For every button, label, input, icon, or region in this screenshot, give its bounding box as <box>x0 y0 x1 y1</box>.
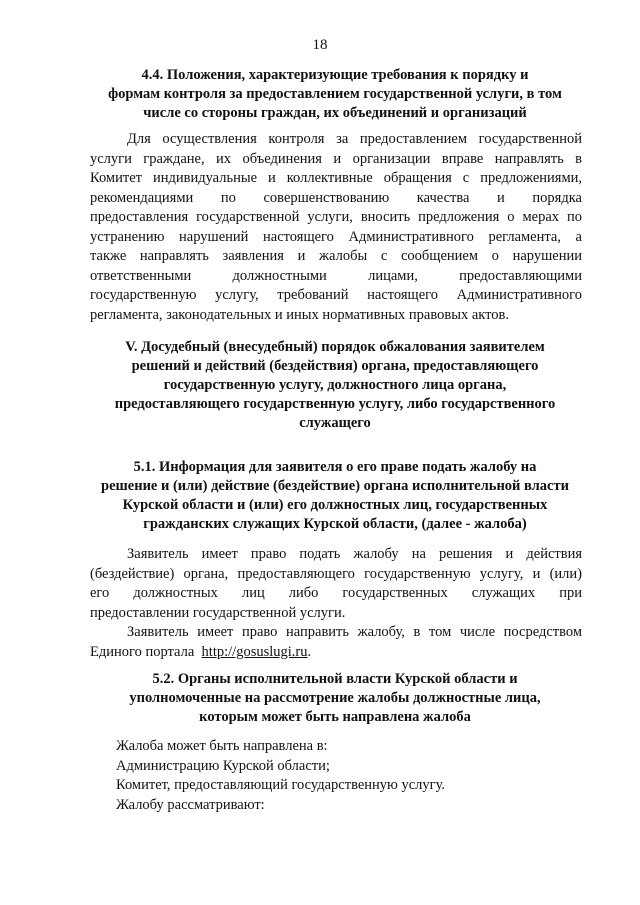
paragraph-line: регламента, законодательных и иных нормативных правовых актов. <box>90 306 509 323</box>
section-4-4-heading <box>90 66 580 123</box>
heading-line: Курской области и (или) его должностных лиц, государственных <box>122 497 548 513</box>
heading-line: предоставляющего государственную услугу, либо государственного <box>114 396 556 412</box>
heading-line: формам контроля за предоставлением государственной услуги, в том <box>108 86 562 102</box>
paragraph-line: Заявитель имеет право направить жалобу, в том числе посредством <box>127 624 582 640</box>
heading-line: которым может быть направлена жалоба <box>199 709 471 725</box>
list-line: Жалоба может быть направлена в: <box>116 738 328 754</box>
heading-line: служащего <box>299 415 371 431</box>
page-number: 18 <box>312 37 328 53</box>
heading-line: решение и (или) действие (бездействие) органа исполнительной власти <box>101 478 569 494</box>
paragraph-line: Заявитель имеет право подать жалобу на решения и действия <box>127 546 582 562</box>
paragraph-line: устранению нарушений настоящего Административного регламента, а <box>90 228 582 245</box>
paragraph-line: также направлять заявления и жалобы с сообщением о нарушении <box>90 248 582 264</box>
paragraph-line: предоставления государственной услуги, вносить предложения о мерах по <box>90 209 582 225</box>
paragraph-line: Комитет индивидуальные и коллективные обращения с предложениями, <box>90 170 582 186</box>
section-4-4-paragraph <box>90 130 582 325</box>
heading-line: гражданских служащих Курской области, (далее - жалоба) <box>143 516 527 532</box>
paragraph-line: (бездействие) органа, предоставляющего государственную услугу, и (или) <box>90 565 582 582</box>
paragraph-text: Единого портала <box>90 643 195 660</box>
paragraph-line: услуги граждане, их объединения и организации вправе направлять в <box>90 150 582 167</box>
heading-line: 5.2. Органы исполнительной власти Курской области и <box>152 671 518 687</box>
paragraph-line: предоставлении государственной услуги. <box>90 604 346 621</box>
paragraph-line: Для осуществления контроля за предоставлением государственной <box>127 131 582 147</box>
section-5-1-heading <box>90 458 580 534</box>
paragraph-line: рекомендациями по совершенствованию качества и порядка <box>90 189 582 206</box>
heading-line: 4.4. Положения, характеризующие требования к порядку и <box>141 67 529 83</box>
list-line: Администрацию Курской области; <box>116 757 330 774</box>
list-line: Комитет, предоставляющий государственную услугу. <box>116 777 446 793</box>
section-5-heading <box>90 338 580 433</box>
gosuslugi-link[interactable]: http://gosuslugi.ru <box>201 643 308 660</box>
paragraph-text: . <box>307 643 312 660</box>
paragraph-line: ответственными должностными лицами, предоставляющими <box>90 267 582 284</box>
section-5-1-paragraph <box>90 545 582 662</box>
heading-line: 5.1. Информация для заявителя о его праве подать жалобу на <box>133 459 537 475</box>
list-line: Жалобу рассматривают: <box>116 796 265 813</box>
heading-line: решений и действий (бездействия) органа, предоставляющего <box>131 358 539 374</box>
heading-line: числе со стороны граждан, их объединений и организаций <box>143 105 527 121</box>
section-5-2-list <box>90 737 582 815</box>
paragraph-line <box>90 643 582 663</box>
section-5-2-heading <box>90 670 580 727</box>
heading-line: уполномоченные на рассмотрение жалобы должностные лица, <box>129 690 541 706</box>
paragraph-line: его должностных лиц либо государственных служащих при <box>90 585 582 601</box>
heading-line: государственную услугу, должностного лица органа, <box>163 377 507 393</box>
heading-line: V. Досудебный (внесудебный) порядок обжалования заявителем <box>125 339 545 355</box>
paragraph-line: государственную услугу, требований настоящего Административного <box>90 287 582 303</box>
